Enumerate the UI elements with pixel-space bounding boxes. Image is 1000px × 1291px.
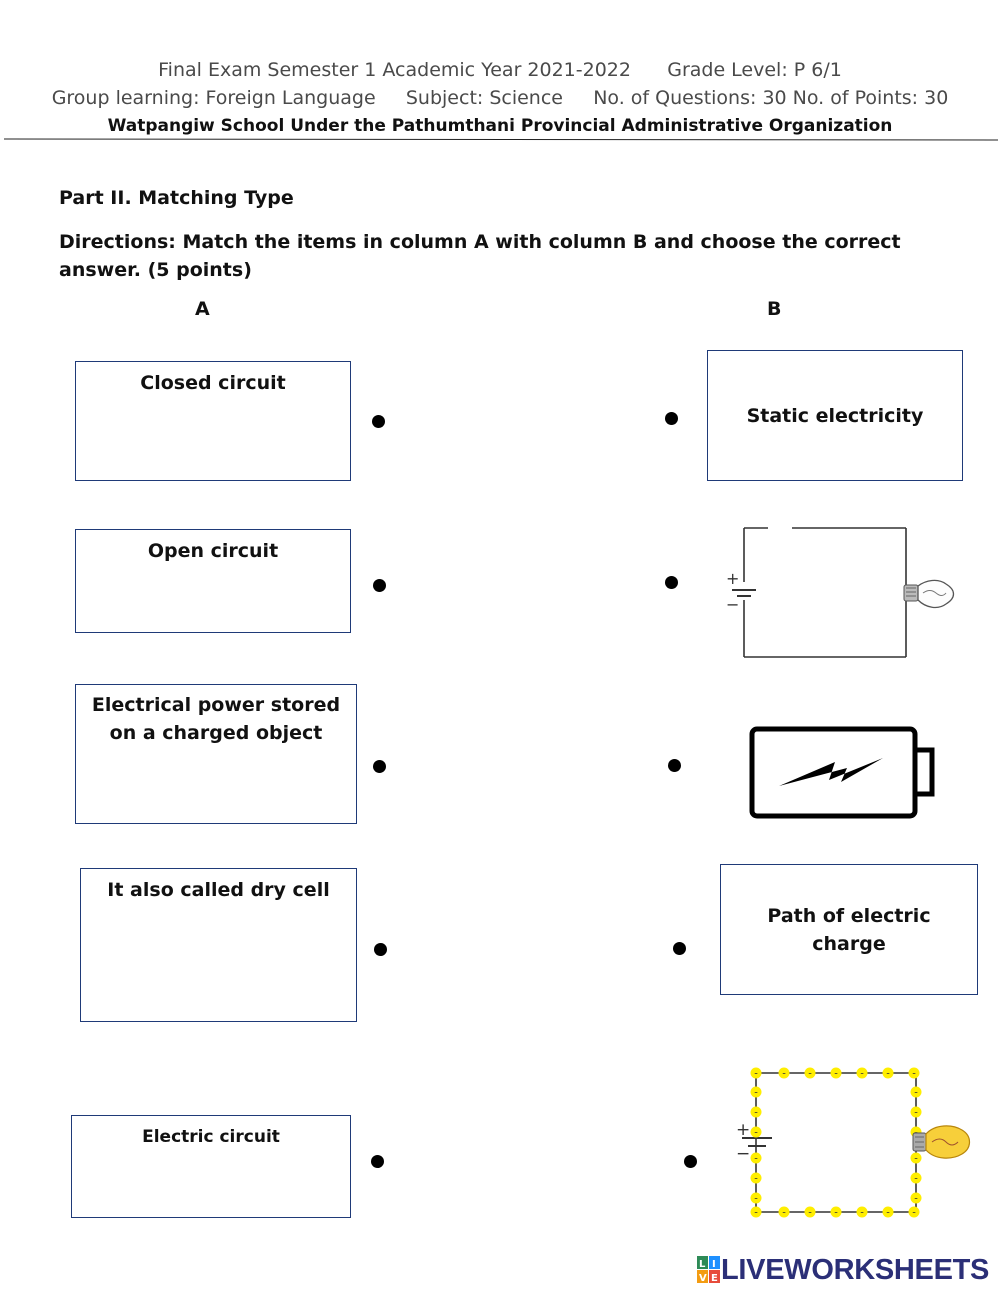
charge-sign: - <box>754 1087 758 1099</box>
column-b-item-label: Static electricity <box>746 404 924 427</box>
column-a-item[interactable] <box>80 868 357 1022</box>
charge-sign: - <box>754 1207 758 1219</box>
charge-sign: - <box>808 1068 812 1080</box>
column-b-item-label: Path of electric charge <box>767 904 931 955</box>
match-dot-b-1[interactable] <box>665 412 678 425</box>
match-dot-a-2[interactable] <box>373 579 386 592</box>
charge-sign: - <box>914 1107 918 1119</box>
match-dot-a-5[interactable] <box>371 1155 384 1168</box>
column-a-item-label: It also called dry cell <box>107 879 330 901</box>
charge-sign: - <box>808 1207 812 1219</box>
charge-sign: - <box>754 1127 758 1139</box>
match-dot-b-3[interactable] <box>668 759 681 772</box>
charge-sign: - <box>886 1207 890 1219</box>
exam-info-line: Final Exam Semester 1 Academic Year 2021-2022 Grade Level: P 6/1 <box>158 59 842 81</box>
charge-sign: - <box>912 1068 916 1080</box>
match-dot-a-3[interactable] <box>373 760 386 773</box>
column-b-item[interactable] <box>720 520 960 665</box>
charge-sign: - <box>834 1068 838 1080</box>
column-a-item-label: Electric circuit <box>142 1127 280 1147</box>
charge-sign: - <box>782 1068 786 1080</box>
column-a-item-label: Electrical power stored on a charged object <box>91 694 341 744</box>
charge-sign: - <box>754 1173 758 1185</box>
column-a-item[interactable] <box>75 529 351 633</box>
charge-sign: - <box>754 1107 758 1119</box>
charge-sign: - <box>834 1207 838 1219</box>
charge-sign: - <box>782 1207 786 1219</box>
charge-sign: - <box>754 1193 758 1205</box>
column-a-heading: A <box>195 298 210 320</box>
charge-sign: - <box>914 1173 918 1185</box>
column-b-item[interactable] <box>707 350 963 481</box>
header-divider <box>4 138 998 140</box>
charge-sign: - <box>754 1153 758 1165</box>
column-b-item[interactable] <box>745 722 940 822</box>
liveworksheets-badge-icon <box>697 1256 721 1284</box>
charge-sign: - <box>914 1153 918 1165</box>
liveworksheets-wordmark: LIVEWORKSHEETS <box>721 1253 990 1286</box>
open-circuit-diagram-icon <box>720 520 960 665</box>
column-a-item[interactable] <box>75 684 357 824</box>
column-b-item[interactable] <box>730 1062 980 1222</box>
svg-text:V: V <box>699 1273 707 1284</box>
lightbulb-icon <box>913 1126 970 1158</box>
column-a-item-label: Closed circuit <box>140 372 286 394</box>
charge-sign: - <box>754 1068 758 1080</box>
charge-sign: - <box>860 1068 864 1080</box>
school-name: Watpangiw School Under the Pathumthani Provincial Administrative Organization <box>107 116 893 136</box>
part-title: Part II. Matching Type <box>59 187 294 209</box>
charge-sign: - <box>914 1087 918 1099</box>
match-dot-b-2[interactable] <box>665 576 678 589</box>
svg-text:L: L <box>699 1259 706 1270</box>
plus-sign: + <box>726 569 740 588</box>
column-b-item[interactable] <box>720 864 978 995</box>
charge-sign: - <box>860 1207 864 1219</box>
lightbulb-icon <box>904 580 954 607</box>
liveworksheets-logo <box>697 1254 989 1286</box>
lightning-bolt-icon <box>779 758 883 786</box>
closed-circuit-with-charges-icon <box>730 1062 980 1222</box>
column-a-item[interactable] <box>71 1115 351 1218</box>
minus-sign: − <box>736 1144 751 1164</box>
match-dot-a-4[interactable] <box>374 943 387 956</box>
match-dot-b-5[interactable] <box>684 1155 697 1168</box>
minus-sign: − <box>726 595 740 614</box>
svg-text:E: E <box>711 1273 718 1284</box>
plus-sign: + <box>736 1120 751 1140</box>
charge-sign: - <box>886 1068 890 1080</box>
svg-text:I: I <box>712 1259 716 1270</box>
directions: Directions: Match the items in column A with column B and choose the correct answer. (5 points) <box>59 231 901 281</box>
charge-sign: - <box>912 1207 916 1219</box>
column-a-item[interactable] <box>75 361 351 481</box>
match-dot-b-4[interactable] <box>673 942 686 955</box>
match-dot-a-1[interactable] <box>372 415 385 428</box>
battery-icon <box>745 722 940 822</box>
column-a-item-label: Open circuit <box>147 540 279 562</box>
subject-info-line: Group learning: Foreign Language Subject: Science No. of Questions: 30 No. of Points: 30 <box>51 87 949 109</box>
charge-sign: - <box>914 1193 918 1205</box>
column-b-heading: B <box>767 298 782 320</box>
